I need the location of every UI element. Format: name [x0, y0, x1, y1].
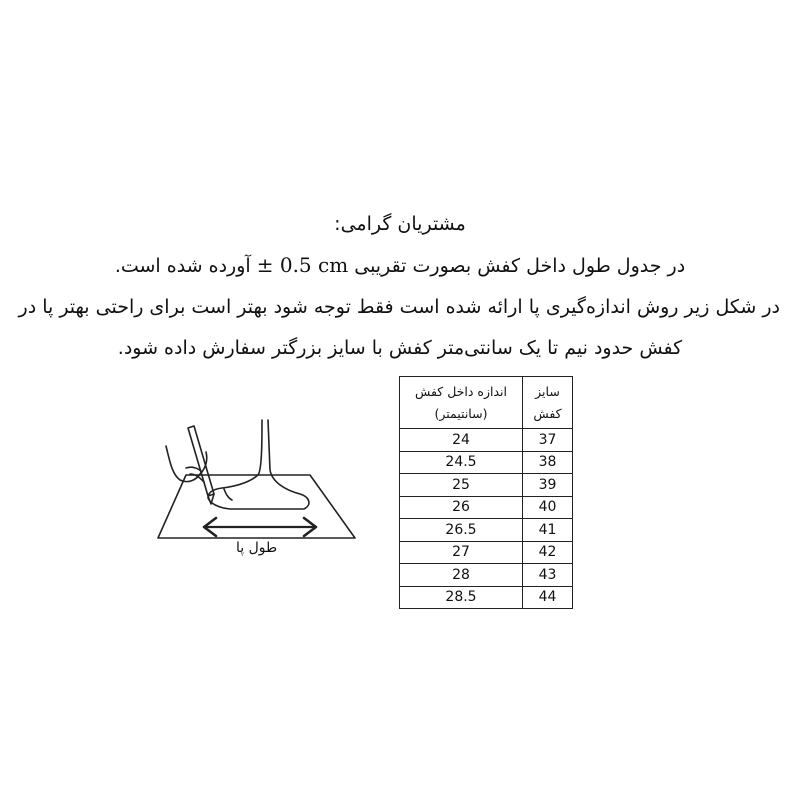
notice-line-3: کفش حدود نیم تا یک سانتی‌متر کفش با سایز بزرگتر سفارش داده شود.: [117, 337, 683, 359]
tolerance-value: ± 0.5 cm: [256, 253, 349, 277]
length-cell: 26.5: [400, 519, 523, 542]
size-cell: 42: [523, 541, 573, 564]
table-row: [400, 474, 573, 497]
length-cell: 28.5: [400, 586, 523, 609]
table-row: [400, 451, 573, 474]
size-cell: 40: [523, 496, 573, 519]
header-inner-length-line-1: اندازه داخل کفش: [415, 383, 507, 399]
table-row: [400, 541, 573, 564]
notice-line-2: در شکل زیر روش اندازه‌گیری پا ارائه شده است فقط توجه شود بهتر است برای راحتی بهتر پا در: [18, 296, 780, 318]
length-cell: 27: [400, 541, 523, 564]
foot-outline: [208, 420, 309, 509]
size-cell: 44: [523, 586, 573, 609]
header-inner-length: [400, 377, 523, 429]
size-table: [399, 376, 573, 609]
notice-line-1-before: در جدول طول داخل کفش بصورت تقریبی: [354, 255, 686, 277]
pencil: [188, 426, 214, 496]
notice-line-1-after: آورده شده است.: [114, 255, 251, 277]
length-cell: 26: [400, 496, 523, 519]
length-cell: 24.5: [400, 451, 523, 474]
size-cell: 39: [523, 474, 573, 497]
table-row: [400, 519, 573, 542]
header-shoe-size-line-2: کفش: [533, 405, 562, 421]
header-inner-length-line-2: (سانتیمتر): [434, 405, 488, 421]
size-cell: 43: [523, 564, 573, 587]
table-row: [400, 496, 573, 519]
table-row: [400, 586, 573, 609]
length-cell: 28: [400, 564, 523, 587]
greeting: مشتریان گرامی:: [334, 213, 466, 235]
length-cell: 25: [400, 474, 523, 497]
header-shoe-size-line-1: سایز: [535, 383, 560, 399]
notice-text: [20, 204, 780, 369]
foot-length-label: طول پا: [236, 540, 278, 556]
notice-line-1: [20, 245, 780, 287]
table-row: [400, 429, 573, 452]
size-table-header: [400, 377, 573, 429]
header-shoe-size: [523, 377, 573, 429]
size-cell: 37: [523, 429, 573, 452]
size-cell: 41: [523, 519, 573, 542]
size-cell: 38: [523, 451, 573, 474]
paper-sheet: [158, 475, 355, 538]
length-cell: 24: [400, 429, 523, 452]
table-row: [400, 564, 573, 587]
